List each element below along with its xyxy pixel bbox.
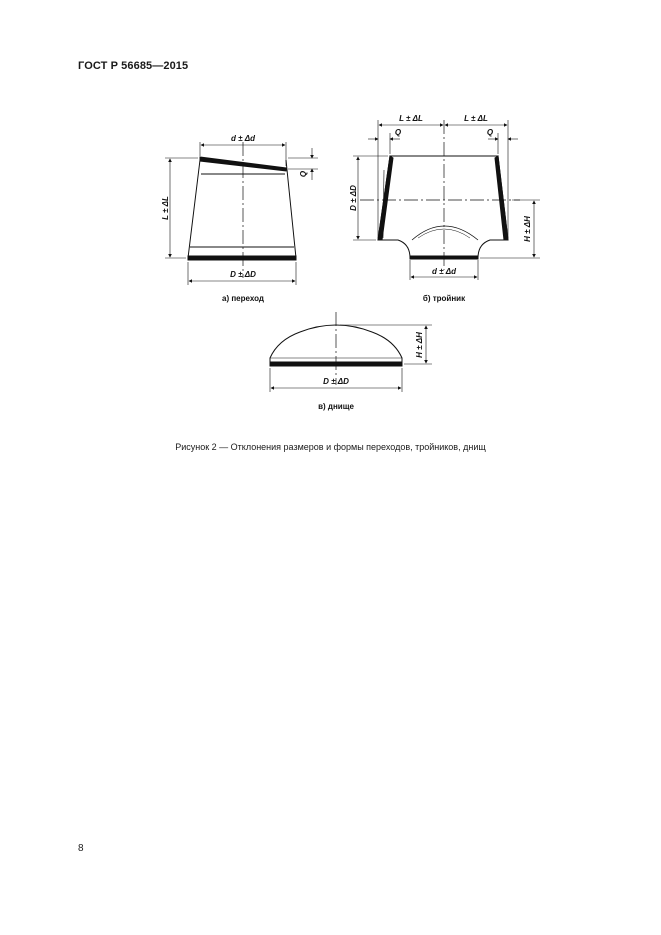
dim-b-left-q: Q <box>394 128 402 137</box>
subcaption-c: в) днище <box>318 402 354 411</box>
dim-a-top: d ± Δd <box>231 134 255 143</box>
figure-caption: Рисунок 2 — Отклонения размеров и формы переходов, тройников, днищ <box>175 442 486 452</box>
tee-drawing <box>353 120 540 280</box>
dim-c-h: H ± ΔH <box>415 332 424 358</box>
dim-b-left-l: L ± ΔL <box>399 114 423 123</box>
page-number: 8 <box>78 843 84 854</box>
reducer-drawing <box>165 142 318 285</box>
document-header: ГОСТ Р 56685—2015 <box>78 60 189 72</box>
head-drawing <box>270 312 432 392</box>
dim-c-d: D ± ΔD <box>323 377 349 386</box>
dim-a-side: L ± ΔL <box>161 196 170 220</box>
subcaption-b: б) тройник <box>422 294 466 303</box>
subcaption-a: а) переход <box>222 294 264 303</box>
dim-b-right-q: Q <box>486 128 494 137</box>
dim-b-d-upper: D ± ΔD <box>349 185 358 211</box>
dim-b-right-l: L ± ΔL <box>464 114 488 123</box>
dim-b-d-lower: d ± Δd <box>432 267 456 276</box>
dim-a-q: Q <box>299 170 308 178</box>
dim-a-bottom: D ± ΔD <box>230 270 256 279</box>
dim-b-h: H ± ΔH <box>523 216 532 242</box>
